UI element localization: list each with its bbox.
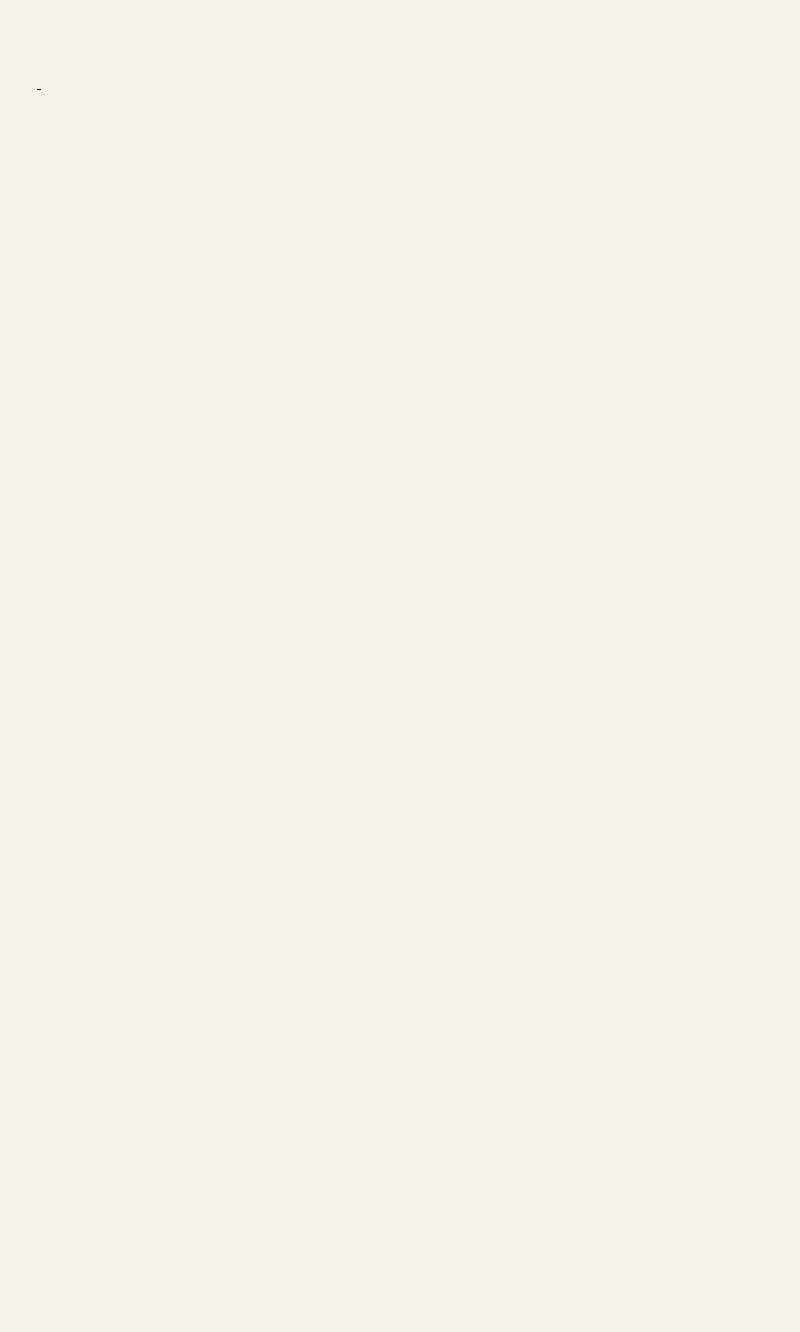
formula-denominator xyxy=(37,90,41,91)
formula-fraction xyxy=(37,88,41,91)
formula-line xyxy=(36,60,766,114)
page-header xyxy=(36,31,766,57)
body-text xyxy=(36,60,766,114)
